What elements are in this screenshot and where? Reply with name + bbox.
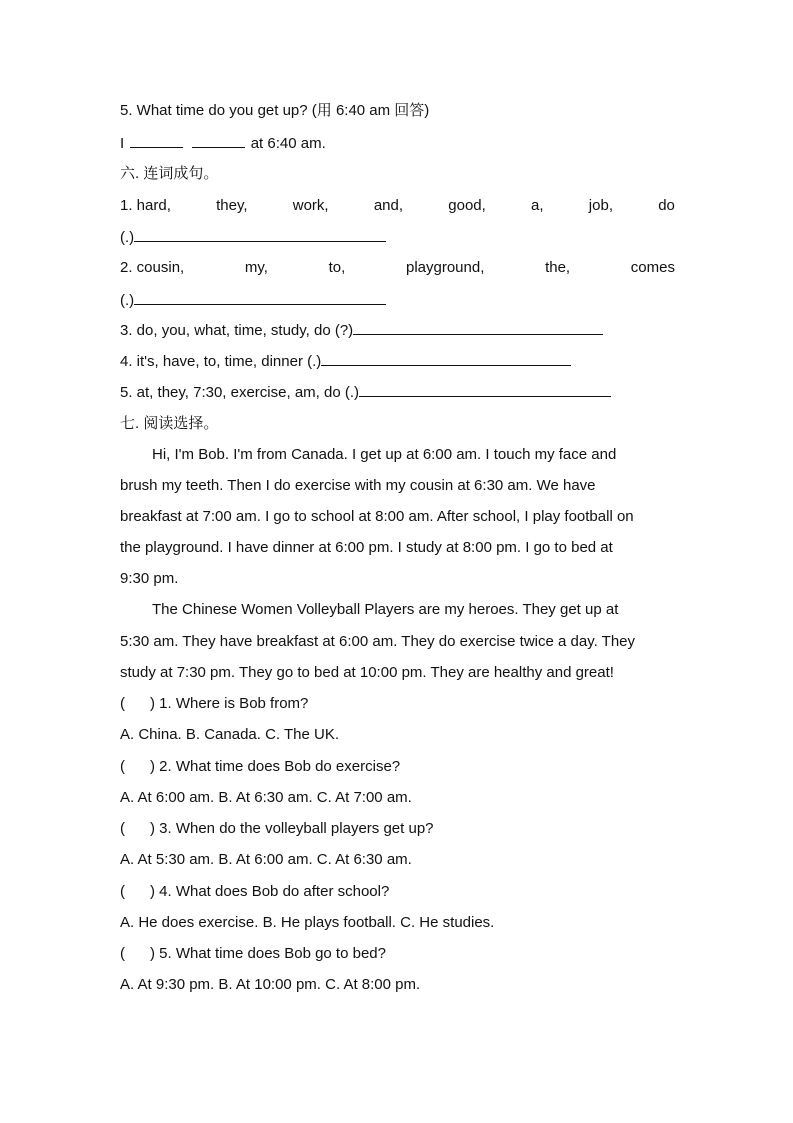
- answer-paren[interactable]: (: [120, 883, 125, 900]
- passage1-line: Hi, I'm Bob. I'm from Canada. I get up at 6:00 am. I touch my face and: [152, 446, 617, 463]
- question-2: ( ) 2. What time does Bob do exercise?: [120, 758, 401, 775]
- question-4-options: A. He does exercise. B. He plays football. C. He studies.: [120, 914, 495, 931]
- question-1-options: A. China. B. Canada. C. The UK.: [120, 726, 340, 743]
- s6-item-3: 3. do, you, what, time, study, do (?): [120, 320, 675, 341]
- question-4: ( ) 4. What does Bob do after school?: [120, 883, 390, 900]
- passage1-line: 9:30 pm.: [120, 570, 179, 587]
- passage2-line: The Chinese Women Volleyball Players are my heroes. They get up at: [152, 601, 619, 618]
- q5-prompt: 5. What time do you get up? (用 6:40 am 回答): [120, 102, 430, 119]
- question-5: ( ) 5. What time does Bob go to bed?: [120, 945, 386, 962]
- answer-paren[interactable]: (: [120, 820, 125, 837]
- q5-answer-line: I at 6:40 am.: [120, 135, 326, 152]
- answer-blank-1[interactable]: [130, 133, 183, 148]
- answer-line[interactable]: [134, 227, 386, 242]
- s6-item-5: 5. at, they, 7:30, exercise, am, do (.): [120, 382, 675, 403]
- answer-paren[interactable]: (: [120, 758, 125, 775]
- answer-line[interactable]: [321, 351, 571, 366]
- question-2-options: A. At 6:00 am. B. At 6:30 am. C. At 7:00 am.: [120, 789, 412, 806]
- s6-item-2-words: 2. cousin, my, to, playground, the, comes: [120, 259, 675, 276]
- s6-item-1-words: 1. hard, they, work, and, good, a, job, do: [120, 197, 675, 214]
- section6-title: 六. 连词成句。: [120, 165, 219, 182]
- passage1-line: the playground. I have dinner at 6:00 pm. I study at 8:00 pm. I go to bed at: [120, 539, 613, 556]
- answer-paren[interactable]: (: [120, 695, 125, 712]
- question-1: ( ) 1. Where is Bob from?: [120, 695, 309, 712]
- s6-item-2-answer: (.): [120, 290, 675, 311]
- answer-blank-2[interactable]: [192, 133, 245, 148]
- passage2-line: 5:30 am. They have breakfast at 6:00 am. They do exercise twice a day. They: [120, 633, 636, 650]
- answer-line[interactable]: [353, 320, 603, 335]
- answer-line[interactable]: [134, 290, 386, 305]
- section7-title: 七. 阅读选择。: [120, 415, 219, 432]
- passage1-line: brush my teeth. Then I do exercise with my cousin at 6:30 am. We have: [120, 477, 596, 494]
- s6-item-1-answer: (.): [120, 227, 675, 248]
- passage1-line: breakfast at 7:00 am. I go to school at 8:00 am. After school, I play football on: [120, 508, 634, 525]
- answer-paren[interactable]: (: [120, 945, 125, 962]
- passage2-line: study at 7:30 pm. They go to bed at 10:00 pm. They are healthy and great!: [120, 664, 614, 681]
- question-5-options: A. At 9:30 pm. B. At 10:00 pm. C. At 8:00 pm.: [120, 976, 421, 993]
- question-3: ( ) 3. When do the volleyball players get up?: [120, 820, 434, 837]
- question-3-options: A. At 5:30 am. B. At 6:00 am. C. At 6:30 am.: [120, 851, 412, 868]
- s6-item-4: 4. it's, have, to, time, dinner (.): [120, 351, 675, 372]
- answer-line[interactable]: [359, 382, 611, 397]
